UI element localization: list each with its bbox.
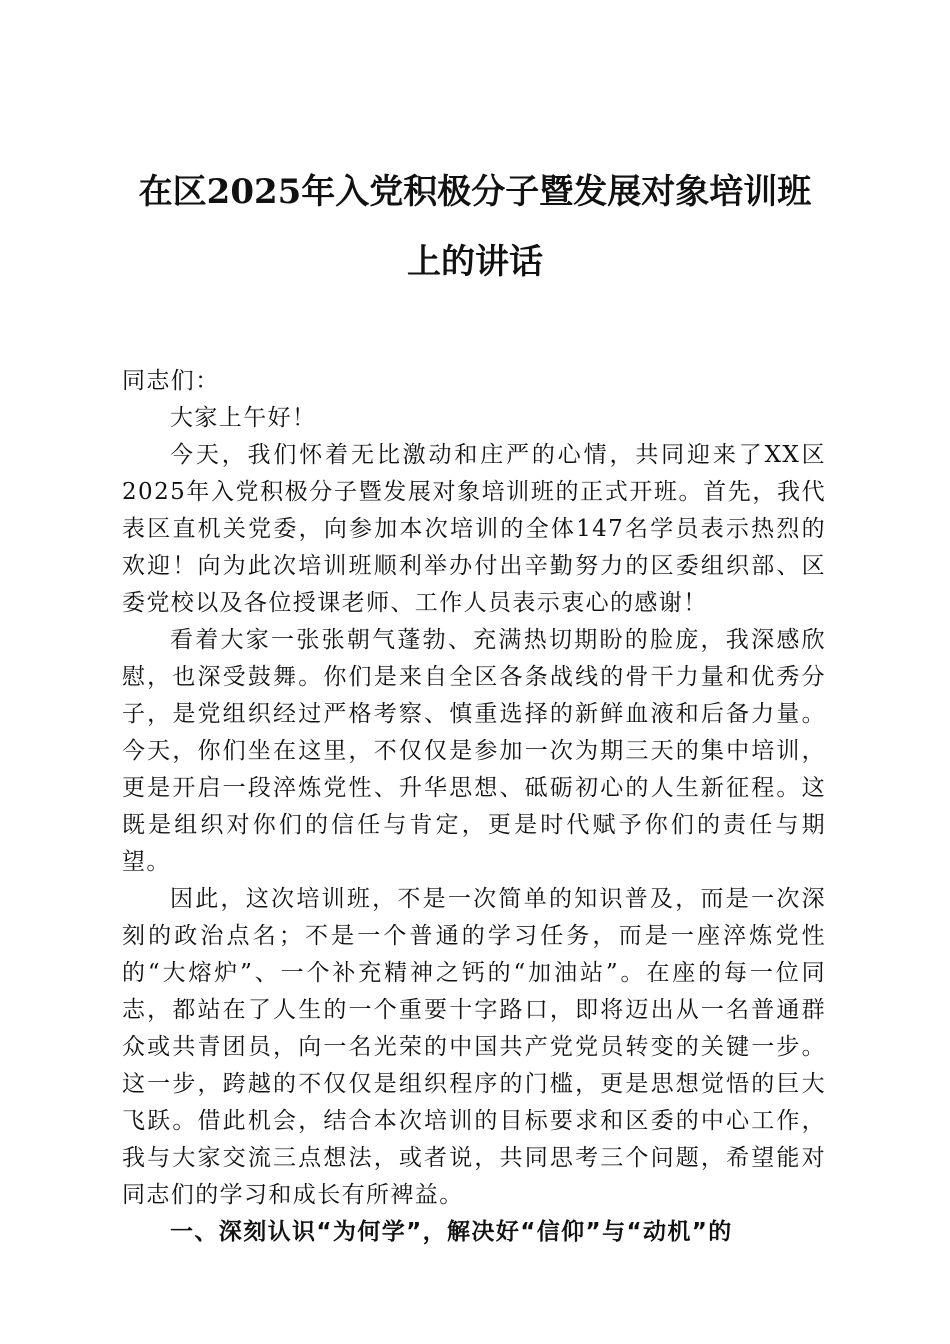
section-heading-1: 一、深刻认识“为何学”，解决好“信仰”与“动机”的 — [170, 1219, 733, 1245]
salutation: 同志们： — [122, 368, 220, 394]
paragraph-3: 因此，这次培训班，不是一次简单的知识普及，而是一次深刻的政治点名；不是一个普通的学习任务，而是一座淬炼党性的“大熔炉”、一个补充精神之钙的“加油站”。在座的每一位同志，都站在了人生的一个重要十字路口，即将迈出从一名普通群众或共青团员，向一名光荣的中国共产党党员转变的关键一步。这一步，跨越的不仅仅是组织程序的门槛，更是思想觉悟的巨大飞跃。借此机会，结合本次培训的目标要求和区委的中心工作，我与大家交流三点想法，或者说，共同思考三个问题，希望能对同志们的学习和成长有所裨益。 — [122, 886, 826, 1208]
paragraph-2: 看着大家一张张朝气蓬勃、充满热切期盼的脸庞，我深感欣慰，也深受鼓舞。你们是来自全区各条战线的骨干力量和优秀分子，是党组织经过严格考察、慎重选择的新鲜血液和后备力量。今天，你们坐在这里，不仅仅是参加一次为期三天的集中培训，更是开启一段淬炼党性、升华思想、砥砺初心的人生新征程。这既是组织对你们的信任与肯定，更是时代赋予你们的责任与期望。 — [122, 627, 826, 875]
document-body — [122, 363, 826, 1251]
document-title-line-2: 上的讲话 — [407, 242, 543, 282]
document-title-line-1: 在区2025年入党积极分子暨发展对象培训班 — [138, 172, 812, 212]
paragraph-1: 今天，我们怀着无比激动和庄严的心情，共同迎来了XX区2025年入党积极分子暨发展对象培训班的正式开班。首先，我代表区直机关党委，向参加本次培训的全体147名学员表示热烈的欢迎！向为此次培训班顺利举办付出辛勤努力的区委组织部、区委党校以及各位授课老师、工作人员表示衷心的感谢！ — [122, 442, 826, 616]
greeting: 大家上午好！ — [170, 405, 317, 431]
